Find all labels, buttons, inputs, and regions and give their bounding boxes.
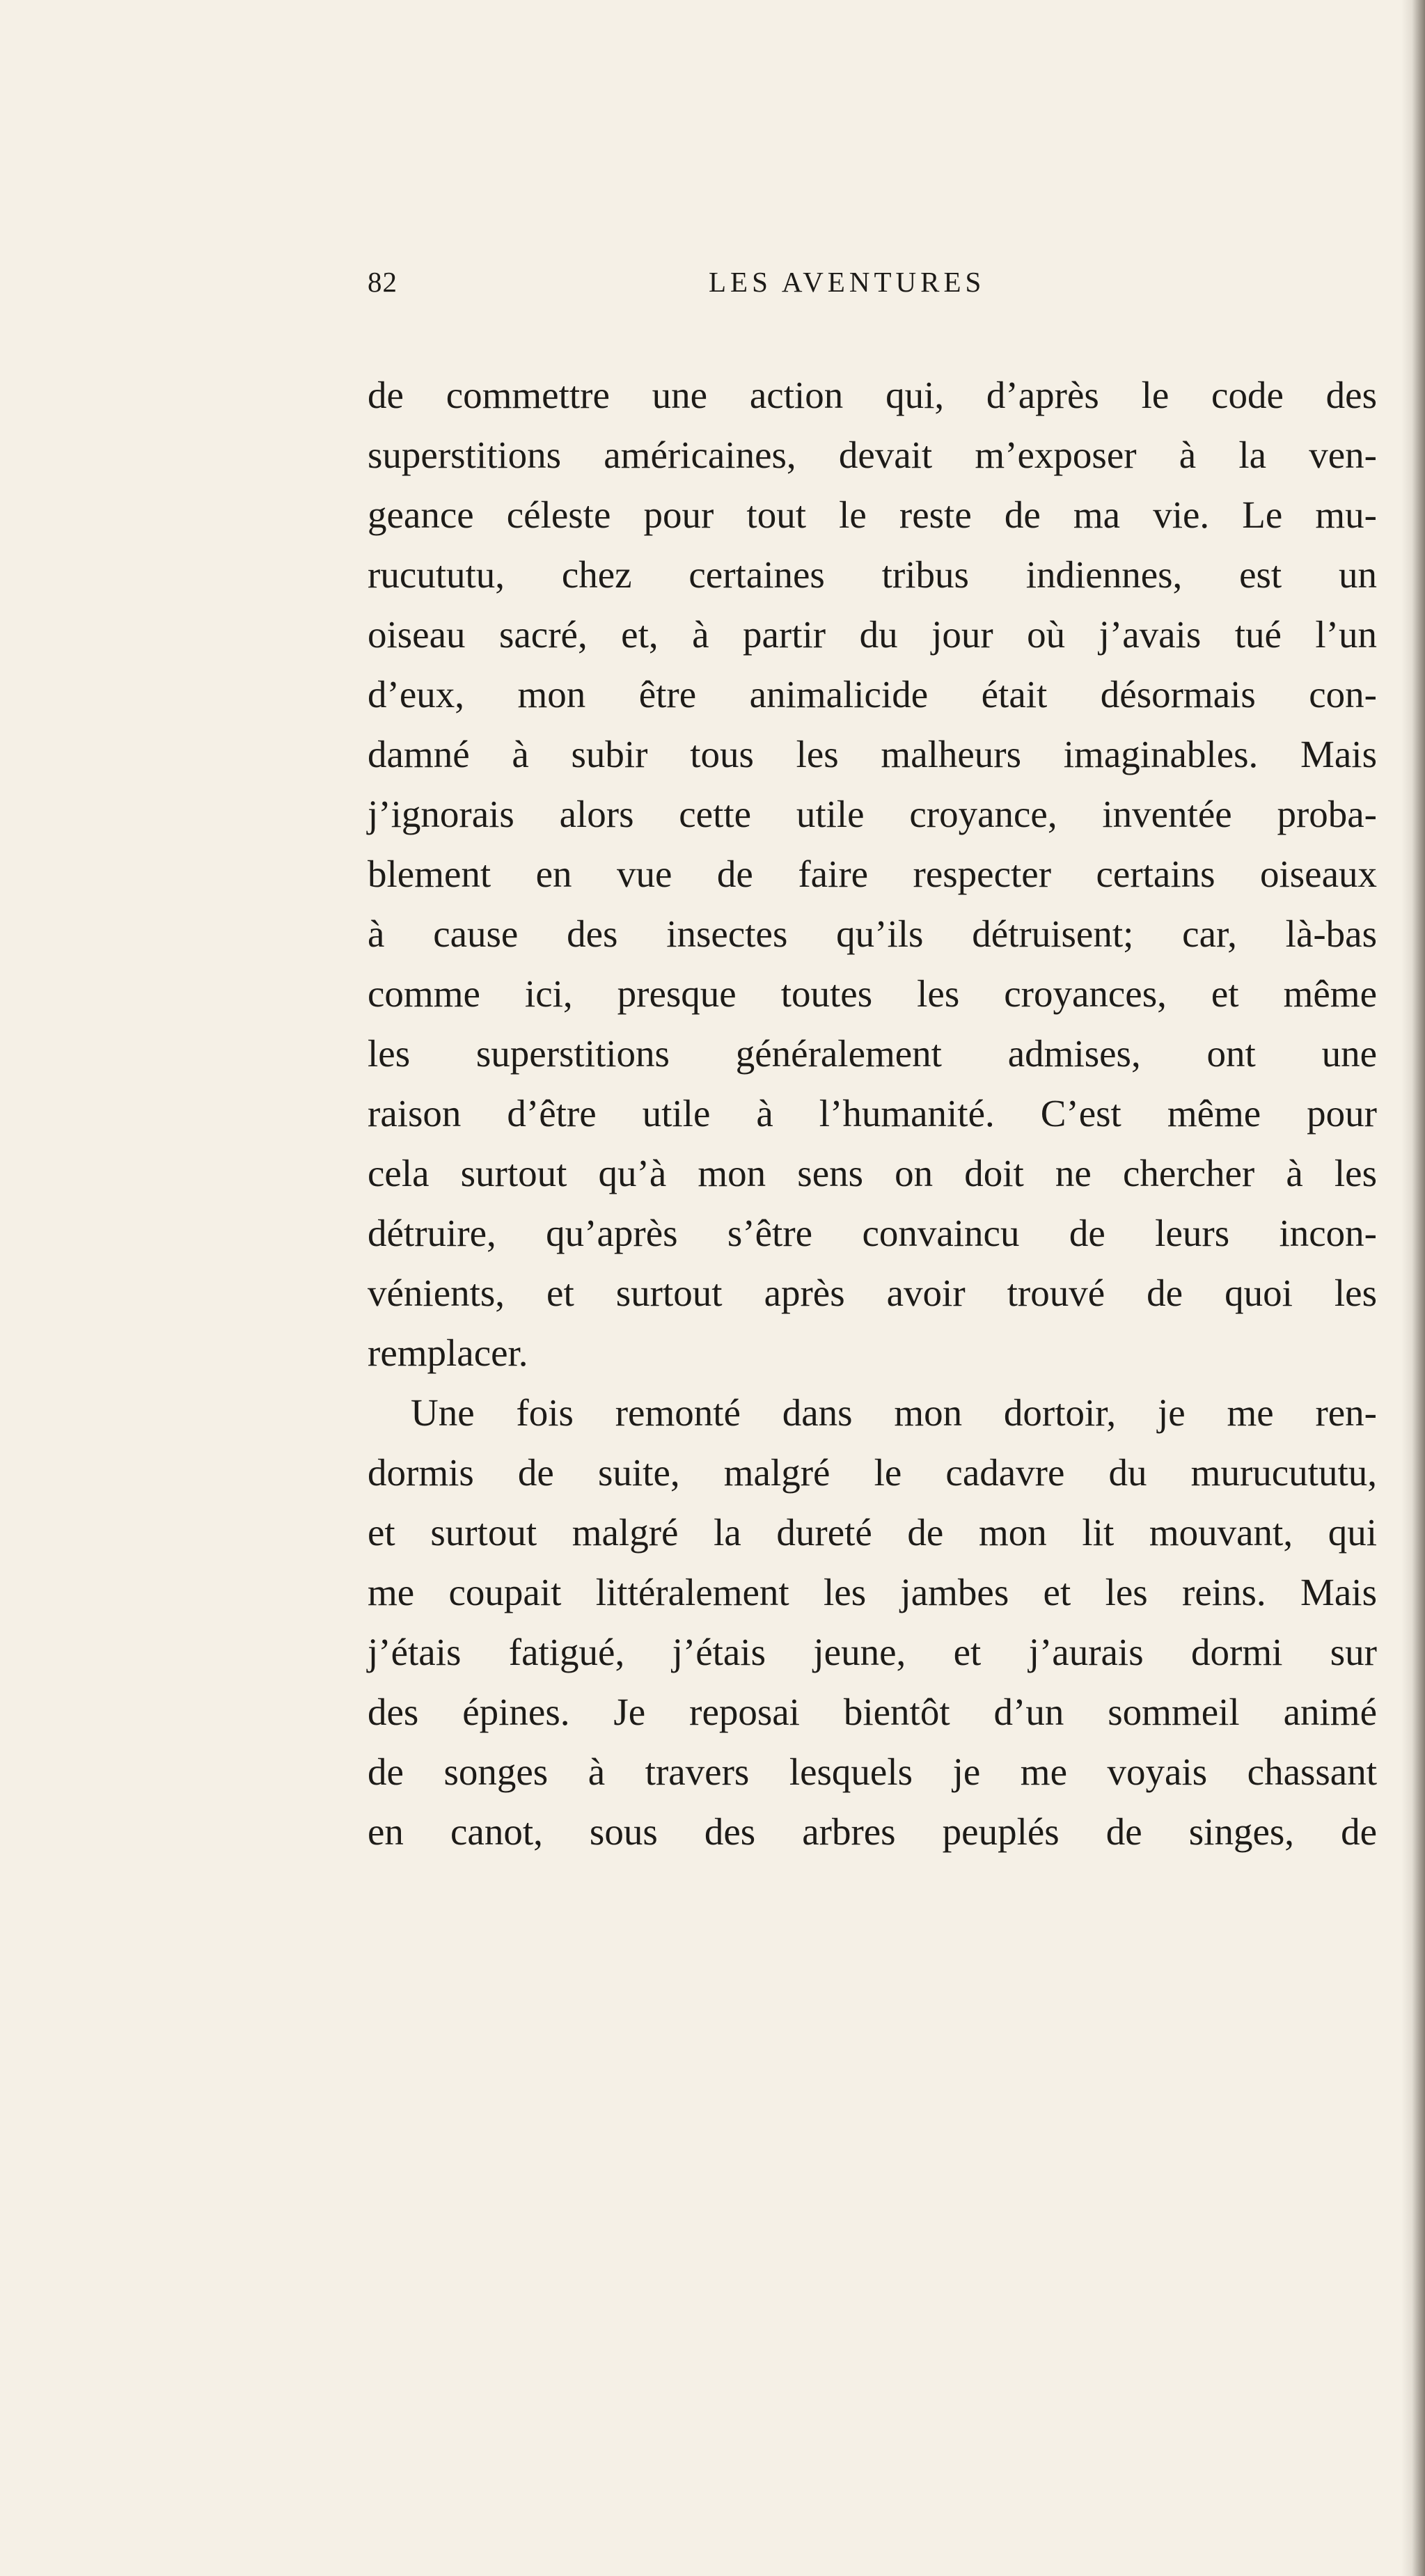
- running-head-title: LES AVENTURES: [709, 266, 986, 298]
- text-line: Une fois remonté dans mon dortoir, je me ren-: [411, 1391, 1377, 1434]
- running-head: [368, 261, 1377, 303]
- text-line: j’étais fatigué, j’étais jeune, et j’aurais dormi sur: [368, 1631, 1377, 1673]
- text-line: rucututu, chez certaines tribus indiennes, est un: [368, 553, 1377, 596]
- text-line: superstitions américaines, devait m’exposer à la ven-: [368, 434, 1377, 476]
- text-line: raison d’être utile à l’humanité. C’est même pour: [368, 1092, 1377, 1135]
- text-line: à cause des insectes qu’ils détruisent; car, là-bas: [368, 912, 1377, 955]
- paragraph-2: [368, 1383, 1377, 1862]
- text-line: remplacer.: [368, 1332, 528, 1374]
- text-line: damné à subir tous les malheurs imaginables. Mais: [368, 733, 1377, 775]
- text-line: cela surtout qu’à mon sens on doit ne chercher à les: [368, 1152, 1377, 1194]
- paragraph-1: [368, 365, 1377, 1383]
- text-line: en canot, sous des arbres peuplés de singes, de: [368, 1810, 1377, 1853]
- text-line: geance céleste pour tout le reste de ma vie. Le mu-: [368, 493, 1377, 536]
- text-line: dormis de suite, malgré le cadavre du murucututu,: [368, 1451, 1377, 1494]
- page-edge-shadow: [1401, 0, 1425, 2576]
- text-line: comme ici, presque toutes les croyances, et même: [368, 972, 1377, 1015]
- text-line: de commettre une action qui, d’après le code des: [368, 374, 1377, 416]
- text-line: de songes à travers lesquels je me voyais chassant: [368, 1751, 1377, 1793]
- text-line: me coupait littéralement les jambes et les reins. Mais: [368, 1571, 1377, 1613]
- body-text: [368, 365, 1377, 1862]
- text-line: et surtout malgré la dureté de mon lit mouvant, qui: [368, 1511, 1377, 1554]
- text-line: détruire, qu’après s’être convaincu de leurs incon-: [368, 1212, 1377, 1254]
- text-line: des épines. Je reposai bientôt d’un sommeil animé: [368, 1691, 1377, 1733]
- text-line: d’eux, mon être animalicide était désormais con-: [368, 673, 1377, 716]
- text-line: oiseau sacré, et, à partir du jour où j’avais tué l’un: [368, 613, 1377, 656]
- text-line: j’ignorais alors cette utile croyance, inventée proba-: [368, 793, 1377, 835]
- page-number: 82: [368, 266, 397, 298]
- text-line: vénients, et surtout après avoir trouvé de quoi les: [368, 1272, 1377, 1314]
- text-line: blement en vue de faire respecter certains oiseaux: [368, 853, 1377, 895]
- text-line: les superstitions généralement admises, ont une: [368, 1032, 1377, 1075]
